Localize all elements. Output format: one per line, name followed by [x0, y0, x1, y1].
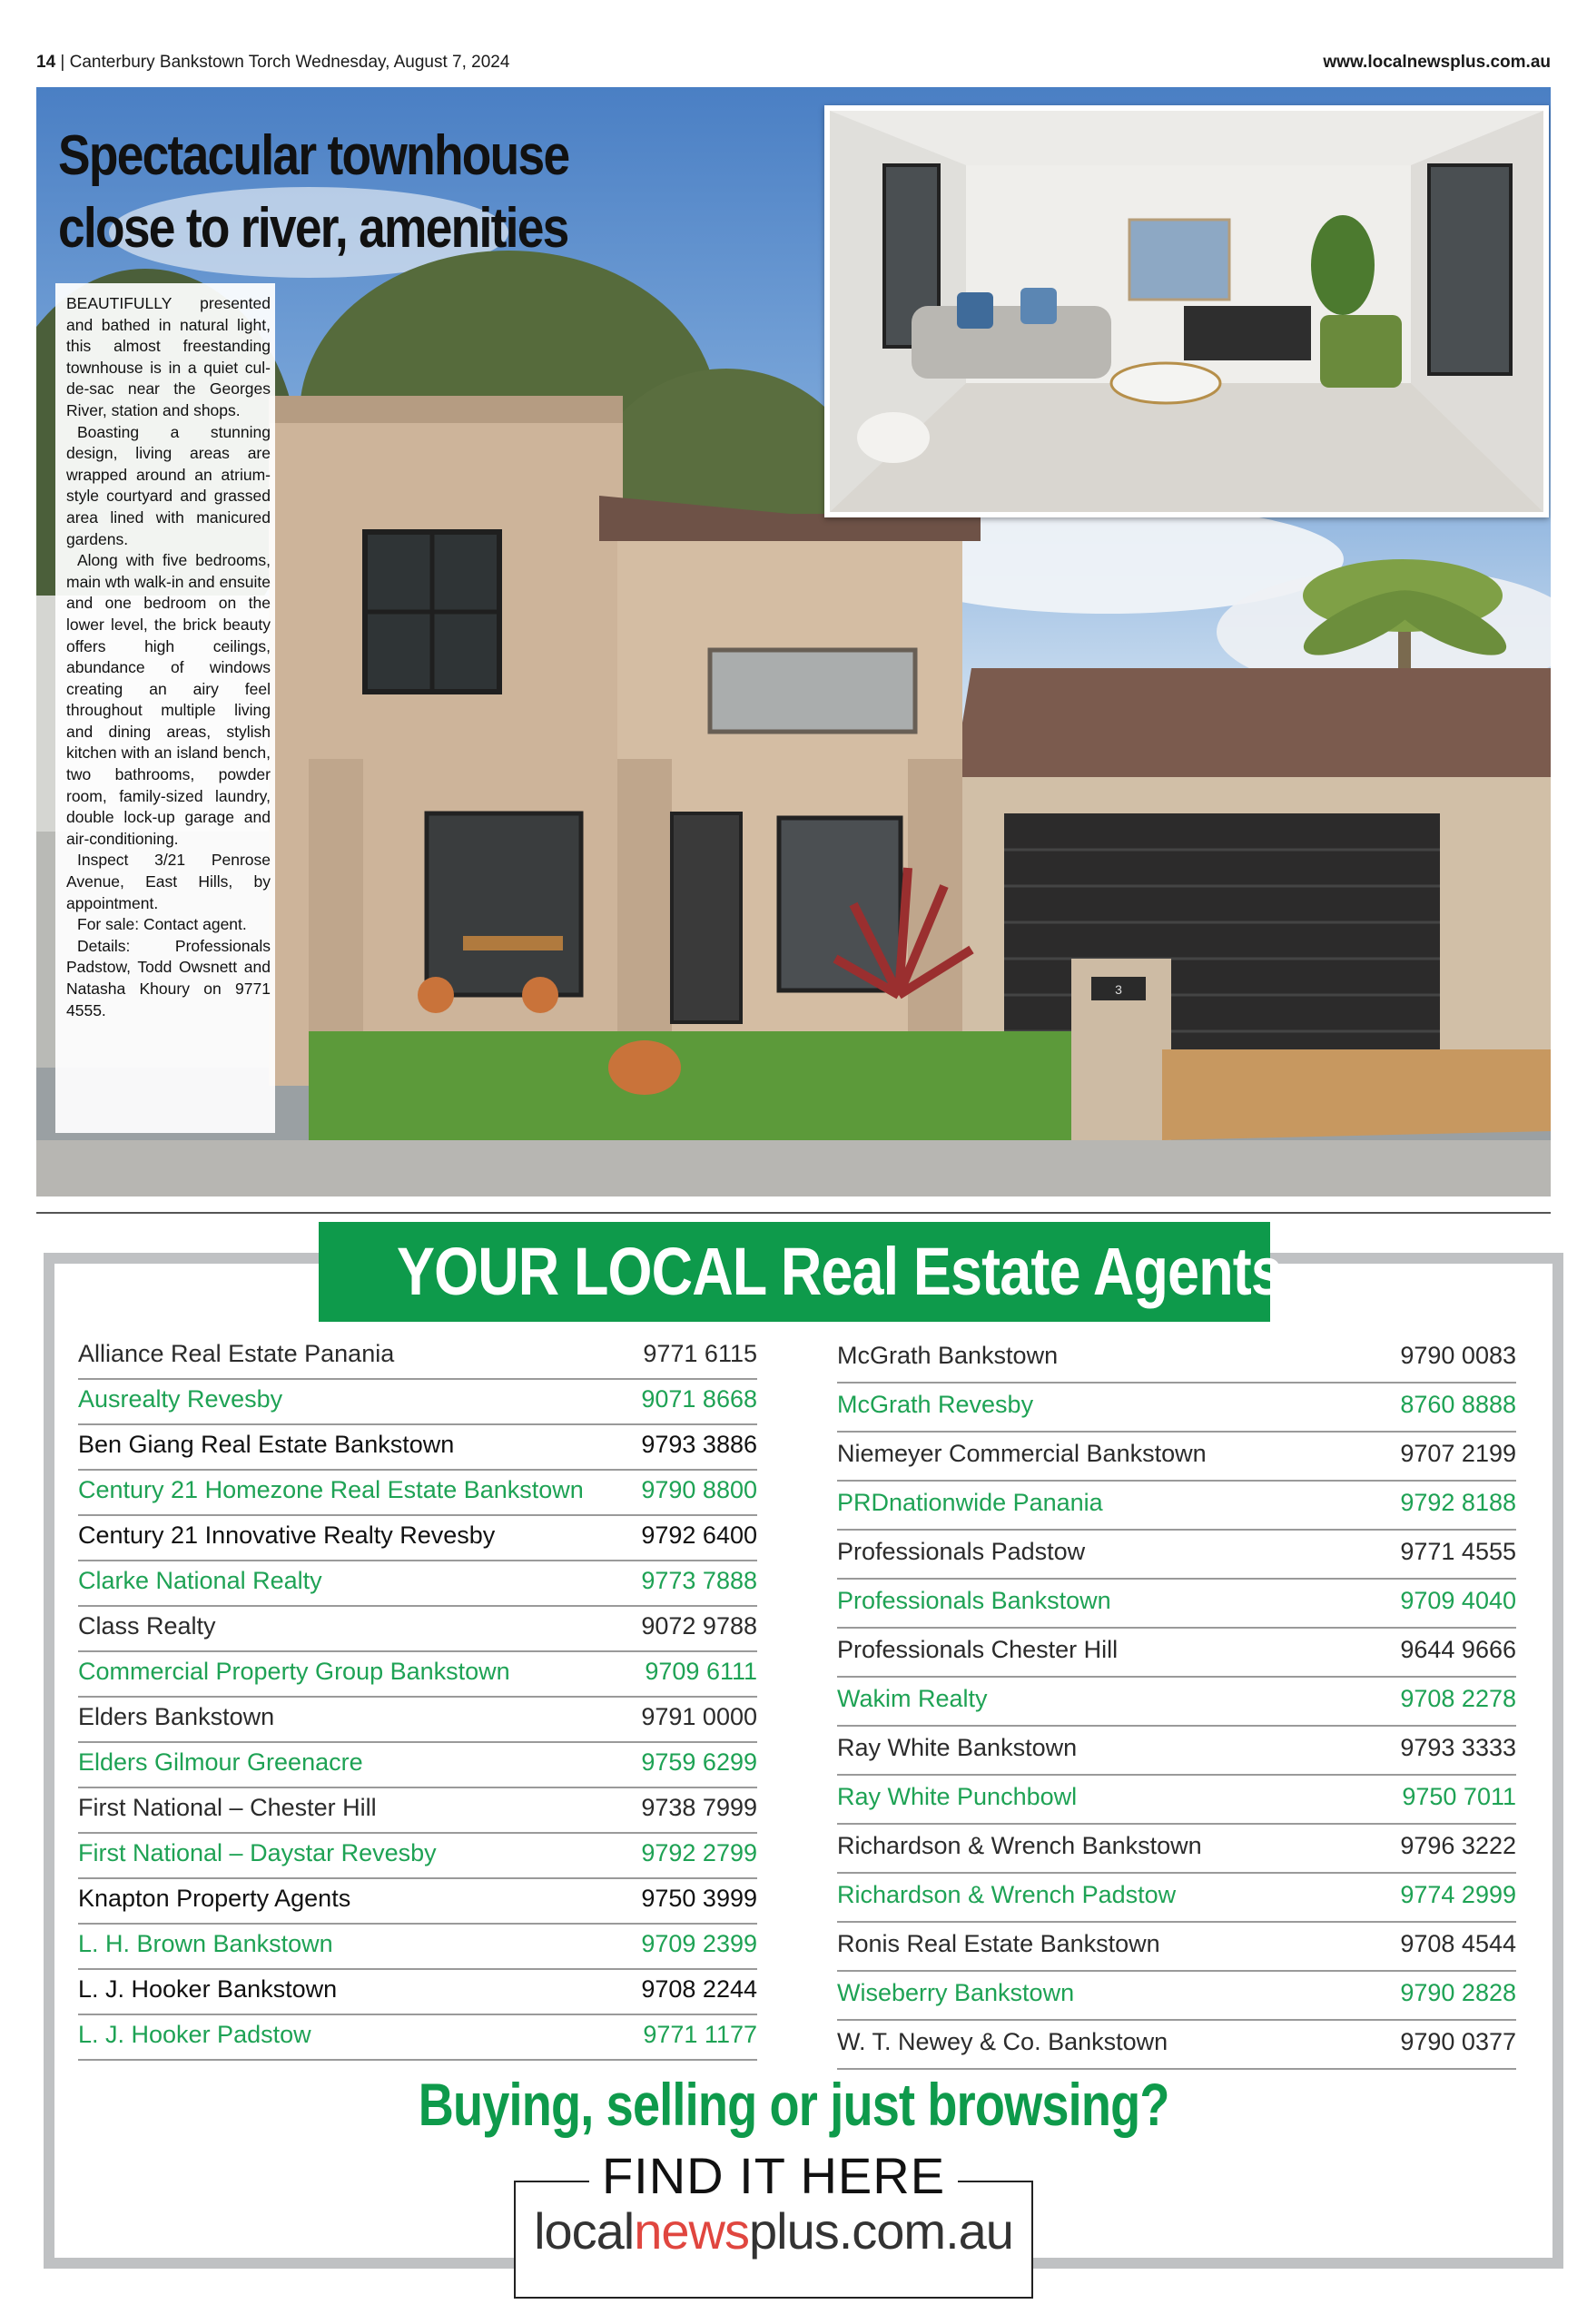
agent-name: Ronis Real Estate Bankstown	[837, 1930, 1160, 1957]
agent-name: First National – Daystar Revesby	[78, 1839, 437, 1866]
agent-name: Elders Gilmour Greenacre	[78, 1748, 363, 1776]
agent-name: McGrath Revesby	[837, 1391, 1034, 1418]
agent-row	[78, 1743, 757, 1788]
agent-phone: 9790 0083	[1400, 1342, 1516, 1369]
story-paragraph: Along with five bedrooms, main wth walk-in and ensuite and one bedroom on the lower level, the brick beauty offers high ceilings, abundance of windows creating an airy feel throughout multiple living and dining areas, stylish kitchen with an island bench, two bathrooms, powder room, family-sized laundry, double lock-up garage and air-conditioning.	[66, 551, 271, 848]
agent-phone: 9773 7888	[641, 1567, 757, 1594]
agent-name: Ray White Punchbowl	[837, 1783, 1078, 1810]
agent-name: Professionals Chester Hill	[837, 1636, 1119, 1663]
agent-phone: 9790 8800	[641, 1476, 757, 1503]
agent-row	[78, 1334, 757, 1380]
directory-title: YOUR LOCAL Real Estate Agents	[397, 1234, 1282, 1309]
agent-phone: 9771 6115	[643, 1340, 757, 1367]
agent-phone: 9738 7999	[641, 1794, 757, 1821]
property-photo	[36, 87, 1551, 1196]
agent-row	[837, 1580, 1516, 1629]
agent-row	[78, 1380, 757, 1425]
story-paragraph: Details: Professionals Padstow, Todd Owsnett and Natasha Khoury on 9771 4555.	[66, 936, 271, 1019]
agent-row	[837, 1727, 1516, 1776]
living-room-illustration	[830, 111, 1543, 512]
agent-phone: 9790 0377	[1400, 2028, 1516, 2055]
headline	[58, 120, 569, 265]
agent-phone: 9750 3999	[641, 1885, 757, 1912]
directory-banner	[319, 1222, 1282, 1322]
agent-row	[837, 1482, 1516, 1531]
story-paragraph: BEAUTIFULLY presented and bathed in natural light, this almost freestanding townhouse is in a quiet cul-de-sac near the Georges River, station and shops.	[66, 294, 271, 419]
agent-phone: 9709 4040	[1400, 1587, 1516, 1614]
agent-row	[78, 1471, 757, 1516]
agent-row	[837, 1972, 1516, 2021]
website-link[interactable]: www.localnewsplus.com.au	[1323, 53, 1551, 72]
agent-row	[78, 1698, 757, 1743]
agent-name: PRDnationwide Panania	[837, 1489, 1103, 1516]
site-url[interactable]	[514, 2201, 1033, 2260]
agent-phone: 8760 8888	[1400, 1391, 1516, 1418]
agent-name: Ray White Bankstown	[837, 1734, 1078, 1761]
agent-phone: 9709 2399	[641, 1930, 757, 1957]
agent-name: L. J. Hooker Bankstown	[78, 1975, 338, 2003]
agent-name: Century 21 Homezone Real Estate Bankstown	[78, 1476, 584, 1503]
agent-name: Professionals Bankstown	[837, 1587, 1111, 1614]
agent-row	[837, 1776, 1516, 1825]
agent-phone: 9774 2999	[1400, 1881, 1516, 1908]
agent-name: Elders Bankstown	[78, 1703, 275, 1730]
agents-list-left	[78, 1334, 757, 2061]
page-header	[36, 53, 1551, 80]
agent-row	[837, 1531, 1516, 1580]
agent-phone: 9708 4544	[1400, 1930, 1516, 1957]
url-plus: plus.com.au	[748, 2202, 1013, 2260]
agent-name: Alliance Real Estate Panania	[78, 1340, 395, 1367]
agent-name: L. J. Hooker Padstow	[78, 2021, 311, 2048]
agent-name: Wakim Realty	[837, 1685, 988, 1712]
agent-name: Ben Giang Real Estate Bankstown	[78, 1431, 455, 1458]
agent-row	[837, 1629, 1516, 1678]
agent-name: Clarke National Realty	[78, 1567, 322, 1594]
agent-phone: 9709 6111	[645, 1658, 757, 1685]
agent-row	[78, 1516, 757, 1561]
agent-name: L. H. Brown Bankstown	[78, 1930, 333, 1957]
agent-phone: 9708 2244	[641, 1975, 757, 2003]
agent-row	[78, 1834, 757, 1879]
find-it-rule	[514, 2181, 589, 2182]
agent-name: Niemeyer Commercial Bankstown	[837, 1440, 1207, 1467]
letterbox-number: 3	[1115, 982, 1122, 997]
headline-line-2: close to river, amenities	[58, 197, 568, 260]
agent-phone: 9644 9666	[1400, 1636, 1516, 1663]
agent-phone: 9759 6299	[641, 1748, 757, 1776]
agent-row	[78, 1607, 757, 1652]
find-it-text: FIND IT HERE	[589, 2147, 958, 2204]
agent-row	[837, 2021, 1516, 2070]
story-paragraph: Boasting a stunning design, living areas are wrapped around an atrium-style courtyard and grassed area lined with manicured gardens.	[66, 422, 271, 548]
agents-list-right	[837, 1334, 1516, 2070]
agent-phone: 9792 6400	[641, 1521, 757, 1549]
agent-row	[837, 1923, 1516, 1972]
story-paragraph: For sale: Contact agent.	[77, 915, 247, 934]
tagline-text: Buying, selling or just browsing?	[418, 2071, 1169, 2138]
agent-phone: 9771 1177	[643, 2021, 757, 2048]
find-it-rule	[958, 2181, 1033, 2182]
agent-row	[78, 1652, 757, 1698]
agent-row	[837, 1433, 1516, 1482]
agent-row	[837, 1825, 1516, 1874]
agent-name: Richardson & Wrench Padstow	[837, 1881, 1177, 1908]
agent-name: Ausrealty Revesby	[78, 1385, 283, 1413]
agent-row	[837, 1874, 1516, 1923]
agent-row	[837, 1334, 1516, 1384]
agent-row	[78, 1425, 757, 1471]
agent-name: Professionals Padstow	[837, 1538, 1086, 1565]
url-news: news	[634, 2202, 749, 2260]
agent-row	[78, 1970, 757, 2015]
publication-name: Canterbury Bankstown Torch	[69, 53, 291, 72]
agent-phone: 9791 0000	[641, 1703, 757, 1730]
agent-row	[837, 1678, 1516, 1727]
agent-name: Commercial Property Group Bankstown	[78, 1658, 510, 1685]
story-text	[66, 293, 271, 1021]
agent-phone: 9771 4555	[1400, 1538, 1516, 1565]
tagline	[0, 2070, 1587, 2139]
agent-phone: 9793 3886	[641, 1431, 757, 1458]
agent-row	[78, 2015, 757, 2061]
agent-phone: 9071 8668	[641, 1385, 757, 1413]
url-local: local	[534, 2202, 635, 2260]
agent-row	[837, 1384, 1516, 1433]
publication-date: Wednesday, August 7, 2024	[295, 53, 510, 72]
living-room-photo	[824, 105, 1549, 517]
page-info: 14 | Canterbury Bankstown Torch Wednesday, August 7, 2024	[36, 53, 510, 72]
section-divider	[36, 1212, 1551, 1214]
find-it-title	[514, 2146, 1033, 2205]
headline-line-1: Spectacular townhouse	[58, 124, 569, 187]
agent-name: First National – Chester Hill	[78, 1794, 377, 1821]
agent-row	[78, 1561, 757, 1607]
story-paragraph: Inspect 3/21 Penrose Avenue, East Hills, by appointment.	[66, 851, 271, 912]
agent-phone: 9790 2828	[1400, 1979, 1516, 2006]
agent-phone: 9792 8188	[1400, 1489, 1516, 1516]
agent-phone: 9750 7011	[1402, 1783, 1516, 1810]
agent-name: Richardson & Wrench Bankstown	[837, 1832, 1202, 1859]
agent-row	[78, 1788, 757, 1834]
agent-phone: 9072 9788	[641, 1612, 757, 1640]
agent-phone: 9793 3333	[1400, 1734, 1516, 1761]
agent-row	[78, 1925, 757, 1970]
agent-phone: 9792 2799	[641, 1839, 757, 1866]
agent-name: Class Realty	[78, 1612, 216, 1640]
agent-name: W. T. Newey & Co. Bankstown	[837, 2028, 1168, 2055]
agent-name: Knapton Property Agents	[78, 1885, 351, 1912]
agent-name: Wiseberry Bankstown	[837, 1979, 1075, 2006]
agent-row	[78, 1879, 757, 1925]
agent-phone: 9708 2278	[1400, 1685, 1516, 1712]
agent-name: McGrath Bankstown	[837, 1342, 1059, 1369]
agent-phone: 9796 3222	[1400, 1832, 1516, 1859]
agent-phone: 9707 2199	[1400, 1440, 1516, 1467]
page-number: 14	[36, 53, 56, 72]
agent-name: Century 21 Innovative Realty Revesby	[78, 1521, 496, 1549]
